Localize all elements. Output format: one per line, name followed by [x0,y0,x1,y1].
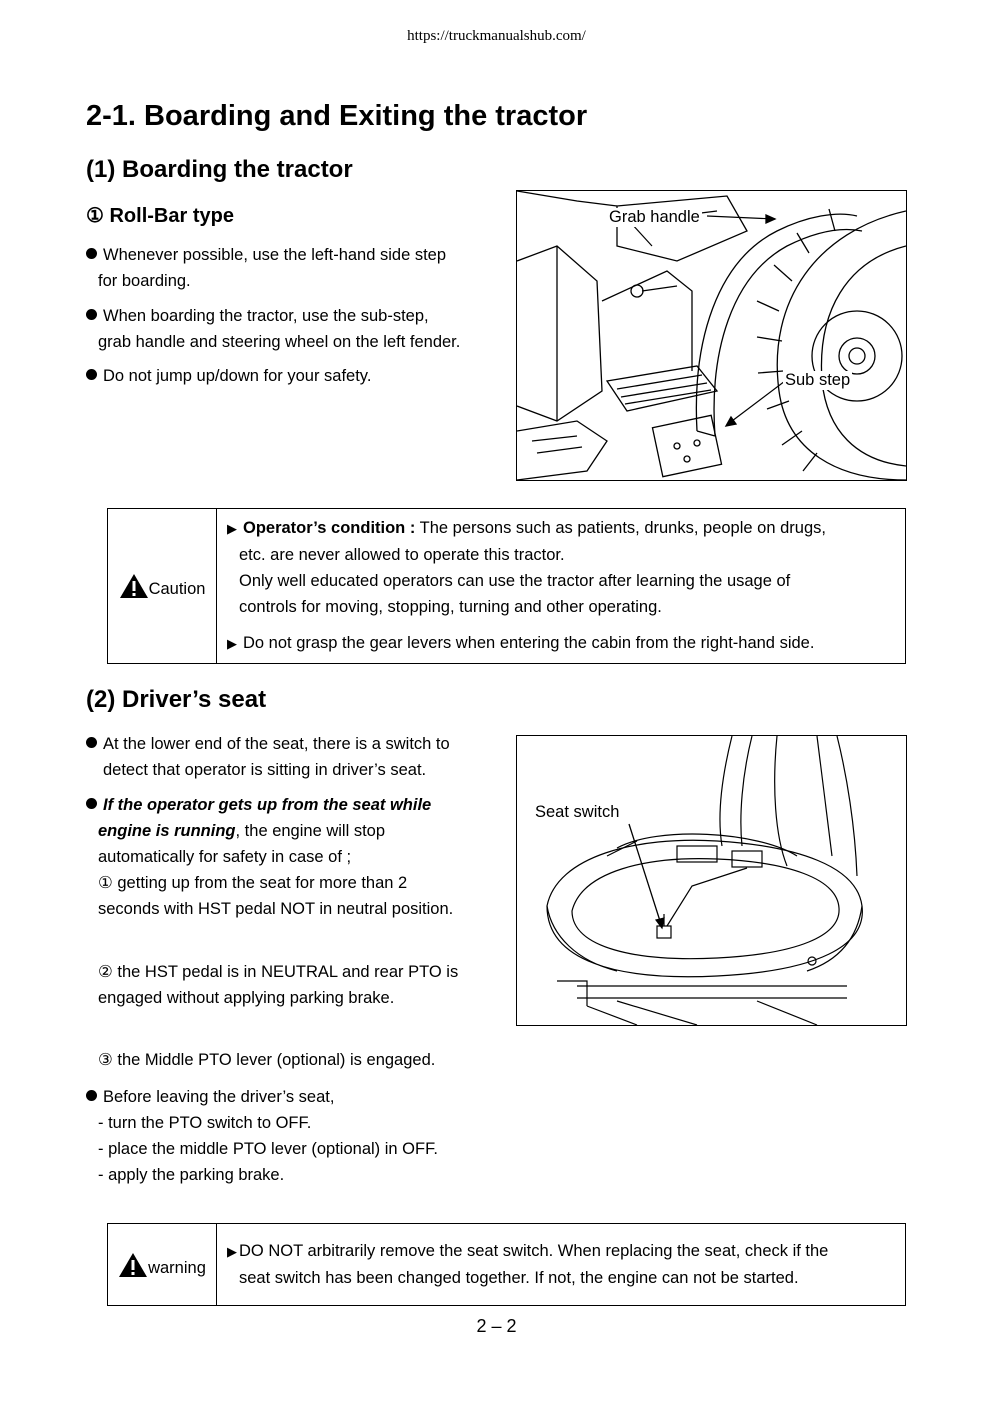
seat-bullet-1: At the lower end of the seat, there is a switch to detect that operator is sitting in driver’s seat. [86,731,450,783]
warning-triangle-icon [118,1252,148,1278]
warning-box [107,1223,906,1306]
caution-label-cell [108,509,217,664]
roll-bar-subheading: ① Roll-Bar type [86,205,234,227]
seat-heading: (2) Driver’s seat [86,686,267,713]
bullet-icon [86,248,97,259]
boarding-bullet-1: Whenever possible, use the left-hand side step for boarding. [86,242,446,294]
boarding-heading: (1) Boarding the tractor [86,156,353,183]
bullet-icon [86,737,97,748]
grab-handle-label: Grab handle [609,208,700,226]
warning-message: ▶ DO NOT arbitrarily remove the seat switch. When replacing the seat, check if the seat switch has been changed together. If not, the engine can not be started. [217,1224,906,1306]
sub-step-label: Sub step [785,371,851,389]
warning-triangle-icon [119,573,149,599]
triangle-bullet-icon: ▶ [227,636,237,651]
bullet-icon [86,798,97,809]
bullet-icon [86,369,97,380]
caution-box [107,508,906,664]
bullet-icon [86,1090,97,1101]
section-title: 2-1. Boarding and Exiting the tractor [86,100,588,132]
source-url[interactable]: https://truckmanualshub.com/ [407,28,586,44]
boarding-bullet-3: Do not jump up/down for your safety. [86,363,371,389]
warning-label-cell [108,1224,217,1306]
seat-switch-figure [516,735,907,1026]
page-number: 2 – 2 [476,1316,517,1336]
seat-condition-2: ② the HST pedal is in NEUTRAL and rear PTO is engaged without applying parking brake. [98,963,459,1007]
seat-condition-3: ③ the Middle PTO lever (optional) is engaged. [98,1051,436,1069]
tractor-boarding-figure [516,190,907,481]
warning-label: warning [148,1258,206,1277]
seat-illustration [517,736,906,1025]
triangle-bullet-icon: ▶ [227,521,237,536]
caution-message: ▶ Operator’s condition : The persons such as patients, drunks, people on drugs, etc. are never allowed to operate this tractor. Only well educated operators can use the tractor after learning the usage of controls for moving, stopping, turning and other operating. ▶ Do not grasp the gear levers when entering the cabin from the right-hand side. [217,509,906,664]
caution-label: Caution [148,580,206,598]
seat-bullet-2: If the operator gets up from the seat while engine is running, the engine will stop automatically for safety in case of ; ① getting up from the seat for more than 2 seconds with HST pedal NOT in neutral position. [86,792,453,922]
seat-bullet-3: Before leaving the driver’s seat, - turn the PTO switch to OFF. - place the middle PTO lever (optional) in OFF. - apply the parking brake. [86,1084,438,1188]
bullet-icon [86,309,97,320]
boarding-bullet-2: When boarding the tractor, use the sub-step, grab handle and steering wheel on the left fender. [86,303,460,355]
triangle-bullet-icon: ▶ [227,1244,237,1259]
tractor-illustration [517,191,906,480]
seat-switch-label: Seat switch [535,803,620,821]
